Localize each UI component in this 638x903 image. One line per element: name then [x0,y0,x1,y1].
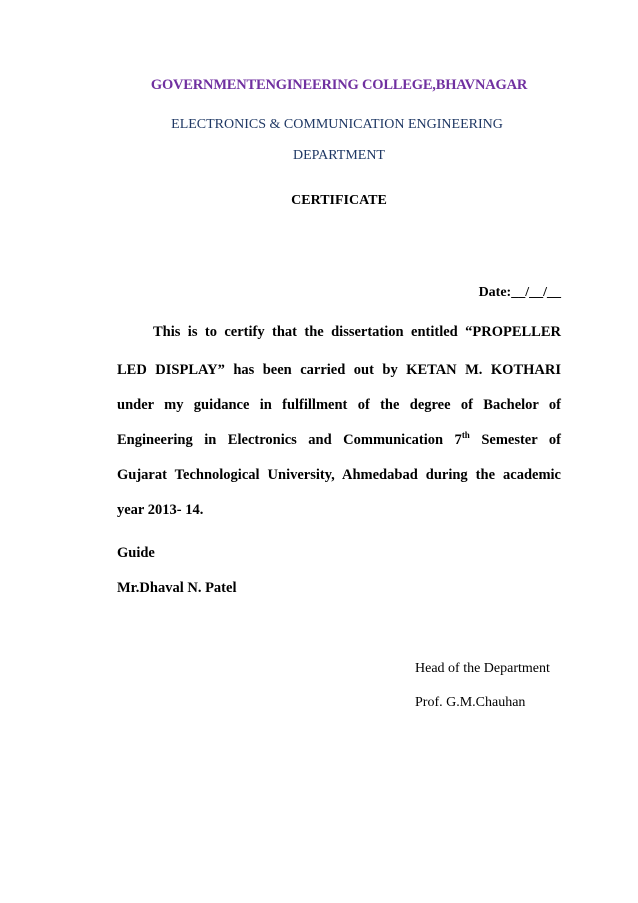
guide-label: Guide [117,545,155,561]
college-name: GOVERNMENTENGINEERING COLLEGE,BHAVNAGAR [150,77,528,93]
line-4-text-end: Semester of [469,432,561,448]
ordinal-suffix: th [461,430,470,440]
line-4-text: Engineering in Electronics and Communication 7 [117,432,462,448]
department-line-2: DEPARTMENT [293,148,385,163]
certificate-text-line-4 [117,432,561,449]
certificate-text-line-6: year 2013- 14. [117,502,204,518]
certificate-title: CERTIFICATE [291,193,387,208]
guide-name: Mr.Dhaval N. Patel [117,580,237,596]
certificate-text-line-2: LED DISPLAY” has been carried out by KETAN M. KOTHARI [117,362,561,378]
certificate-text-line-5: Gujarat Technological University, Ahmedabad during the academic [117,467,561,483]
certificate-text-line-1: This is to certify that the dissertation entitled “PROPELLER [153,324,561,340]
department-line-1: ELECTRONICS & COMMUNICATION ENGINEERING [171,117,503,132]
certificate-text-line-3: under my guidance in fulfillment of the degree of Bachelor of [117,397,561,413]
date-field: Date:__/__/__ [478,285,561,300]
hod-label: Head of the Department [415,661,550,676]
hod-name: Prof. G.M.Chauhan [415,695,526,710]
